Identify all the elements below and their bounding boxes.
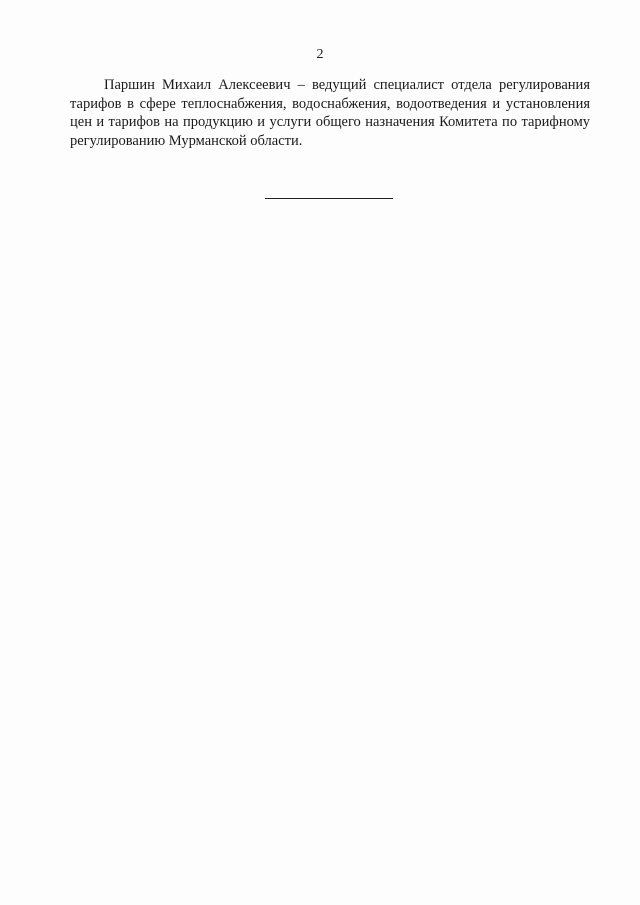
page-number: 2 [316,47,324,62]
body-paragraph: Паршин Михаил Алексеевич – ведущий специалист отдела регулирования тарифов в сфере теплоснабжения, водоснабжения, водоотведения и установления цен и тарифов на продукцию и услуги общего назначения Комитета по тарифному регулированию Мурманской области. [70,77,590,149]
separator-line [265,198,393,199]
